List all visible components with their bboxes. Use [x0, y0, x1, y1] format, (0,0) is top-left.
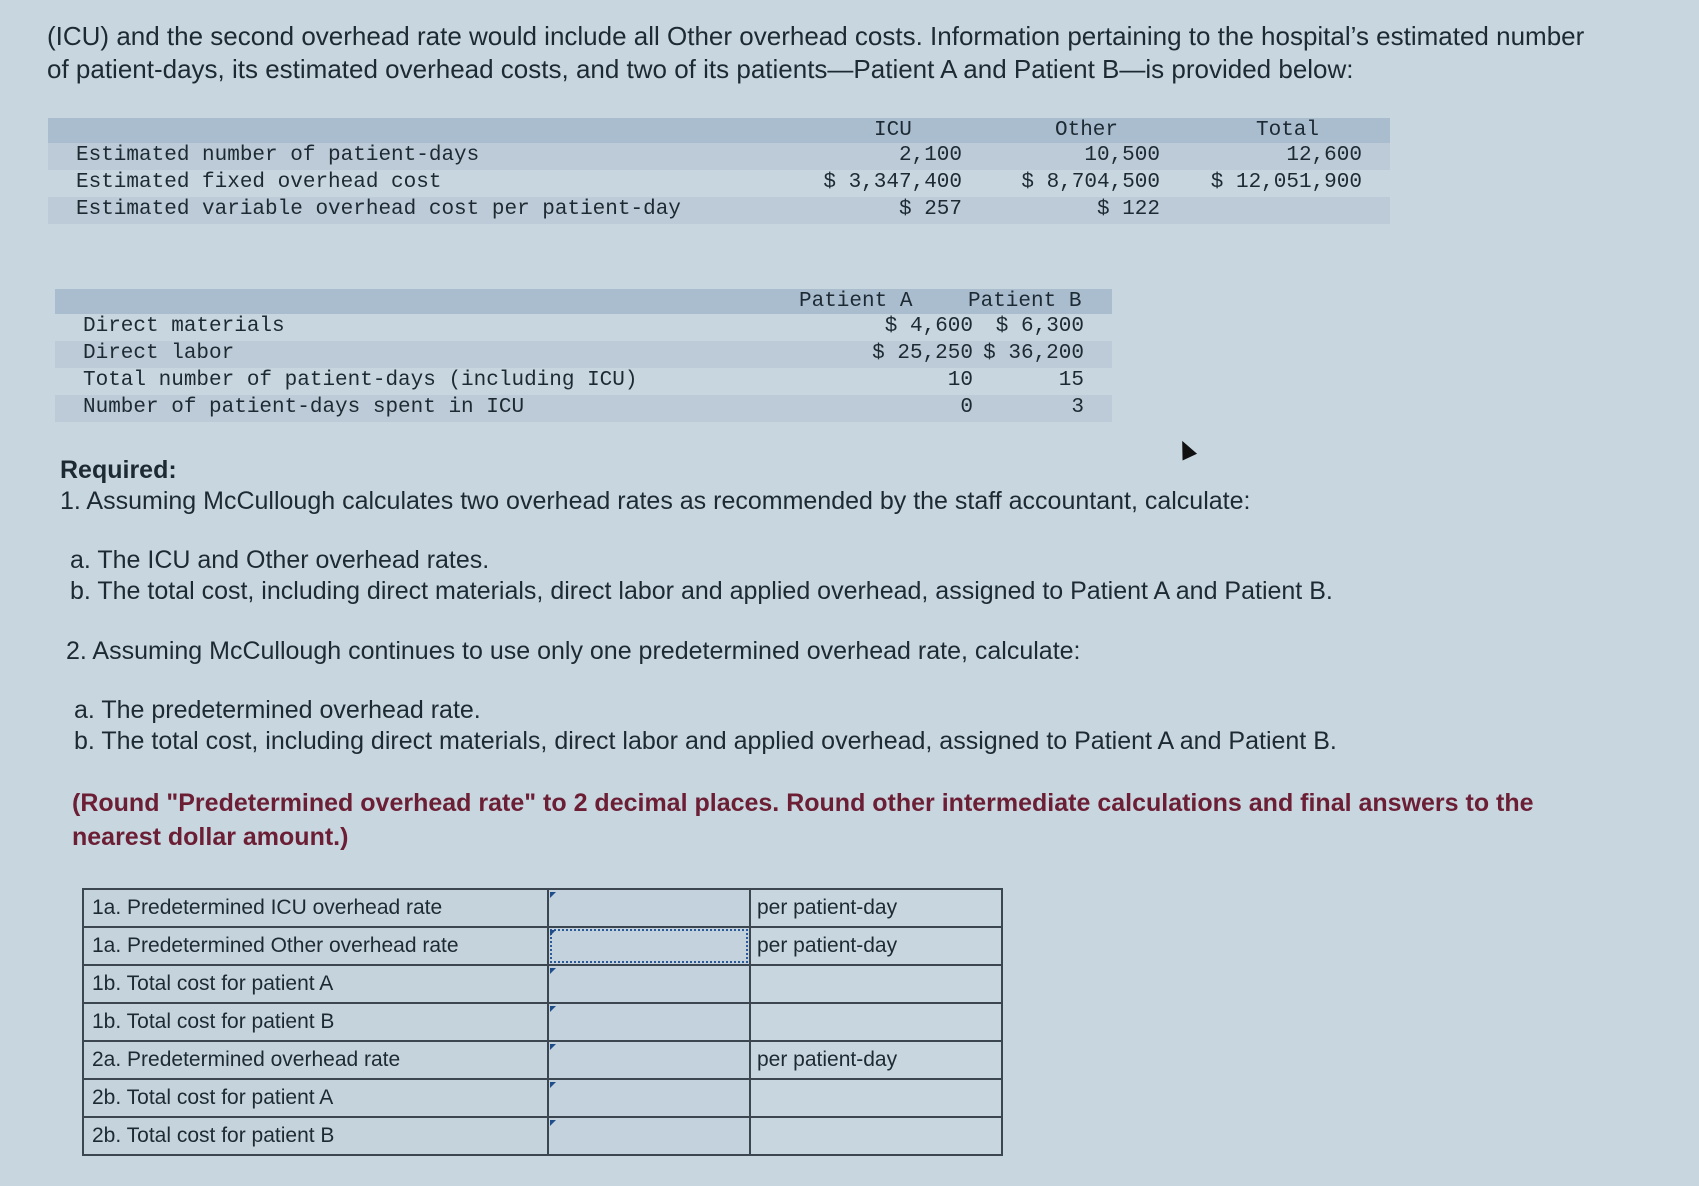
answer-row [83, 1079, 1002, 1117]
patient-data-table [55, 289, 1112, 422]
total-value: 12,600 [1286, 144, 1362, 167]
patient-b-value: $ 36,200 [983, 342, 1084, 365]
header-icu: ICU [874, 119, 912, 142]
answer-cell [548, 927, 750, 965]
other-value: $ 8,704,500 [1021, 171, 1160, 194]
answer-row [83, 965, 1002, 1003]
patient-a-value: 10 [947, 369, 973, 392]
row-label: Total number of patient-days (including ICU) [83, 369, 638, 392]
patient-b-value: 3 [1071, 396, 1084, 419]
overhead-estimates-table [48, 118, 1390, 224]
answer-row [83, 1003, 1002, 1041]
answer-cell [548, 889, 750, 927]
intro-line-2: of patient-days, its estimated overhead costs, and two of its patients—Patient A and Patient B—is provided below: [47, 54, 1354, 84]
required-heading: Required: [60, 456, 177, 484]
patient-a-value: $ 25,250 [872, 342, 973, 365]
table-row [55, 395, 1112, 422]
answer-label: 1b. Total cost for patient A [83, 965, 548, 1003]
question-2b: b. The total cost, including direct materials, direct labor and applied overhead, assigned to Patient A and Patient B. [74, 727, 1337, 755]
intro-line-1: (ICU) and the second overhead rate would include all Other overhead costs. Information pertaining to the hospital’s estimated number [47, 21, 1585, 51]
patient-b-value: 15 [1058, 369, 1084, 392]
intro-text [47, 20, 1697, 86]
table-row [48, 143, 1390, 170]
patient-table-header [55, 289, 1112, 314]
answer-row [83, 1041, 1002, 1079]
row-label: Estimated number of patient-days [76, 144, 480, 167]
total-value: $ 12,051,900 [1210, 171, 1362, 194]
table-row [48, 170, 1390, 197]
patient-a-value: 0 [960, 396, 973, 419]
answer-unit: per patient-day [750, 889, 1002, 927]
answer-table [82, 888, 1003, 1156]
answer-label: 1a. Predetermined Other overhead rate [83, 927, 548, 965]
question-2: 2. Assuming McCullough continues to use only one predetermined overhead rate, calculate: [66, 637, 1081, 665]
answer-cell [548, 1079, 750, 1117]
table-row [55, 341, 1112, 368]
row-label: Estimated variable overhead cost per patient-day [76, 198, 681, 221]
total-cost-patient-a-2b-input[interactable] [549, 1080, 749, 1116]
header-patient-a: Patient A [799, 290, 913, 313]
header-other: Other [1055, 119, 1119, 142]
answer-label: 2b. Total cost for patient A [83, 1079, 548, 1117]
table-row [55, 314, 1112, 341]
total-cost-patient-b-1b-input[interactable] [549, 1004, 749, 1040]
header-patient-b: Patient B [968, 290, 1082, 313]
answer-label: 2a. Predetermined overhead rate [83, 1041, 548, 1079]
patient-a-value: $ 4,600 [884, 315, 973, 338]
header-total: Total [1256, 119, 1320, 142]
other-value: 10,500 [1084, 144, 1160, 167]
answer-cell [548, 1003, 750, 1041]
patient-b-value: $ 6,300 [995, 315, 1084, 338]
table-row [48, 197, 1390, 224]
row-label: Number of patient-days spent in ICU [83, 396, 525, 419]
answer-unit: per patient-day [750, 1041, 1002, 1079]
other-value: $ 122 [1096, 198, 1160, 221]
question-1: 1. Assuming McCullough calculates two overhead rates as recommended by the staff accountant, calculate: [60, 487, 1251, 515]
predetermined-overhead-rate-input[interactable] [549, 1042, 749, 1078]
rounding-instructions: (Round "Predetermined overhead rate" to 2 decimal places. Round other intermediate calculations and final answers to the nearest dollar amount.) [72, 789, 1534, 851]
icu-value: $ 3,347,400 [823, 171, 962, 194]
question-1b: b. The total cost, including direct materials, direct labor and applied overhead, assigned to Patient A and Patient B. [70, 577, 1333, 605]
question-1a: a. The ICU and Other overhead rates. [70, 546, 490, 574]
row-label: Direct labor [83, 342, 235, 365]
answer-unit [750, 1003, 1002, 1041]
answer-label: 2b. Total cost for patient B [83, 1117, 548, 1155]
row-label: Estimated fixed overhead cost [76, 171, 442, 194]
other-overhead-rate-input[interactable] [549, 928, 749, 964]
mouse-pointer-icon [1175, 437, 1197, 460]
icu-value: 2,100 [898, 144, 962, 167]
answer-row [83, 1117, 1002, 1155]
icu-value: $ 257 [898, 198, 962, 221]
row-label: Direct materials [83, 315, 285, 338]
answer-row [83, 889, 1002, 927]
question-2a: a. The predetermined overhead rate. [74, 696, 481, 724]
answer-cell [548, 965, 750, 1003]
answer-cell [548, 1041, 750, 1079]
icu-overhead-rate-input[interactable] [549, 890, 749, 926]
total-cost-patient-a-1b-input[interactable] [549, 966, 749, 1002]
answer-cell [548, 1117, 750, 1155]
answer-row [83, 927, 1002, 965]
table-row [55, 368, 1112, 395]
answer-unit [750, 965, 1002, 1003]
answer-label: 1a. Predetermined ICU overhead rate [83, 889, 548, 927]
answer-label: 1b. Total cost for patient B [83, 1003, 548, 1041]
total-cost-patient-b-2b-input[interactable] [549, 1118, 749, 1154]
answer-unit: per patient-day [750, 927, 1002, 965]
overhead-table-header [48, 118, 1390, 143]
answer-unit [750, 1117, 1002, 1155]
answer-unit [750, 1079, 1002, 1117]
